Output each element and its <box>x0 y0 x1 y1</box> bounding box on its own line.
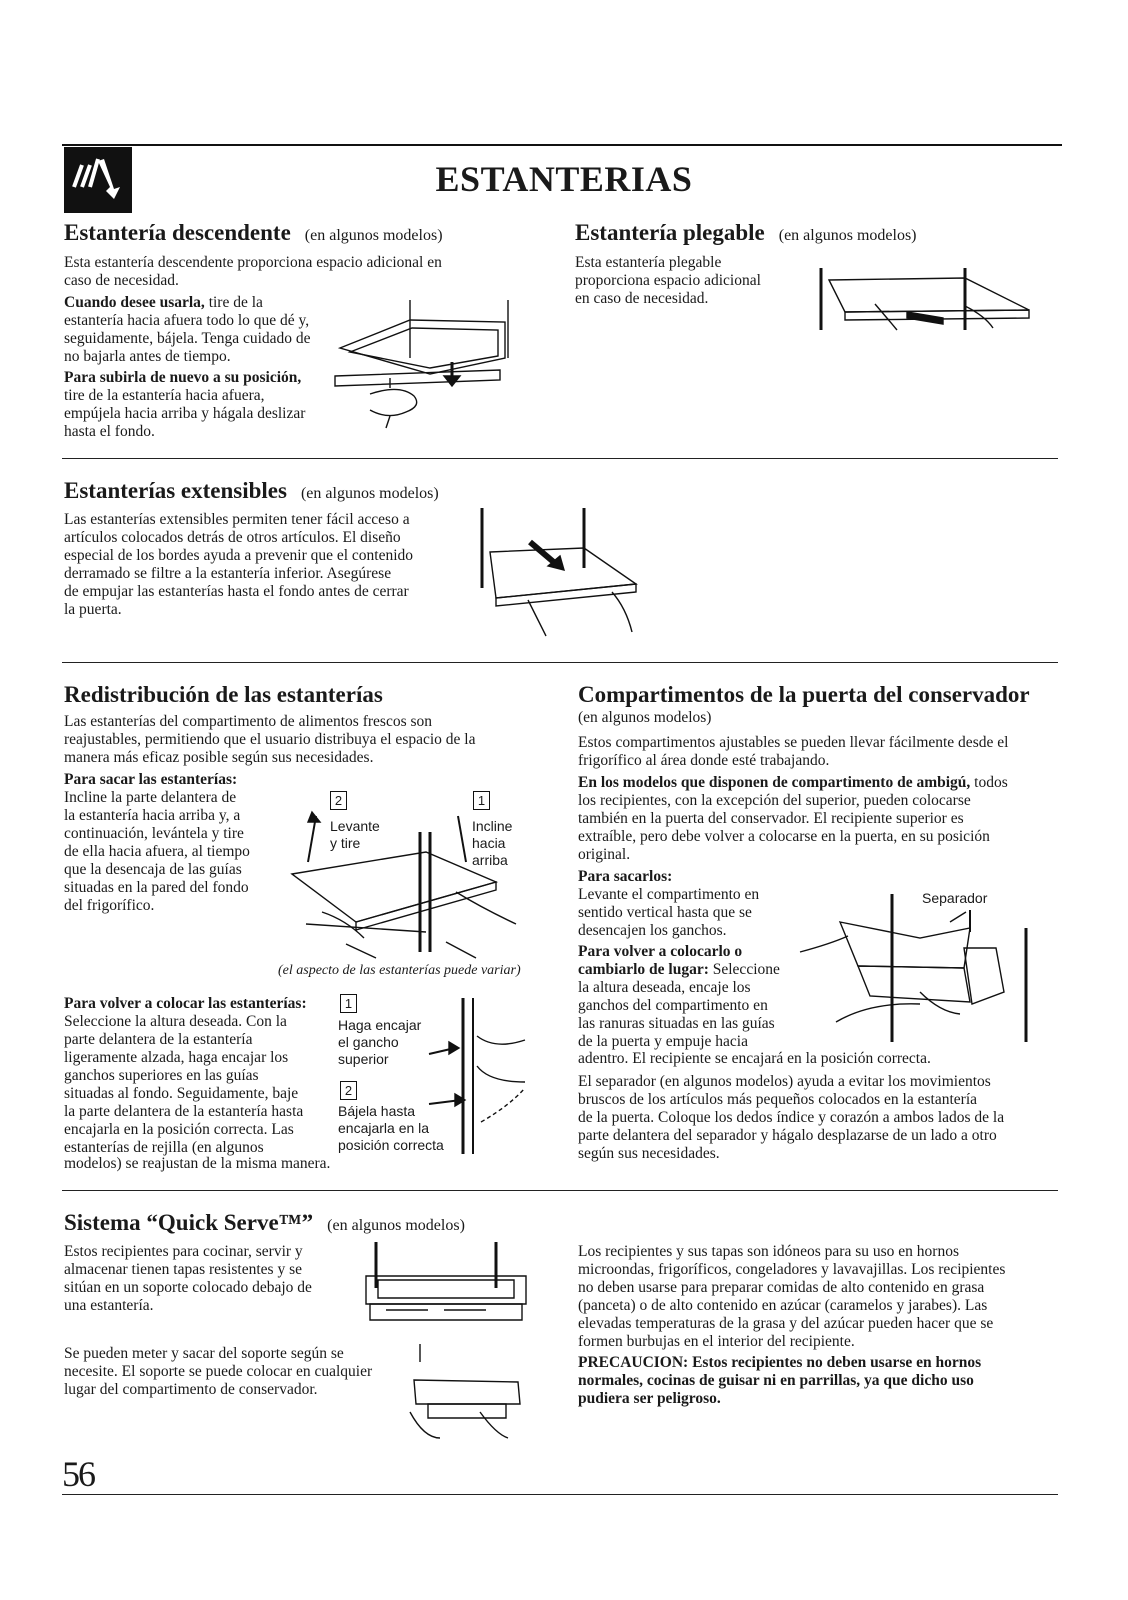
descending-shelf-raise: Para subirla de nuevo a su posición, tire de la estantería hacia afuera, empújela hacia arriba y hágala deslizar hasta el fondo. <box>64 369 306 440</box>
extendable-shelf-illustration <box>476 508 676 648</box>
step-2-box: 2 <box>330 791 347 810</box>
step-1-box: 1 <box>473 791 490 810</box>
quick-serve-details: Los recipientes y sus tapas son idóneos para su uso en hornos microondas, frigoríficos, congeladores y lavavajillas. Los recipientes no deben usarse para preparar comidas de alto contenido en grasa (panceta) o de alto contenido en azúcar (caramelos y jarabes). Las elevadas temperaturas de la grasa y del azúcar pueden hacer que se formen burbujas en el interior del recipiente. <box>578 1243 1006 1350</box>
quick-serve-container-illustration <box>400 1342 530 1442</box>
section-heading-folding-shelf: Estantería plegable (en algunos modelos) <box>575 220 917 245</box>
door-compartment-illustration <box>800 892 1040 1052</box>
door-compartments-qualifier: (en algunos modelos) <box>578 709 712 726</box>
quick-serve-shelf-illustration <box>356 1240 536 1330</box>
page-number: 56 <box>62 1454 94 1494</box>
hook-step-1-label: Haga encajar el gancho superior <box>338 1017 422 1067</box>
remove-shelf-illustration <box>286 812 536 962</box>
quick-serve-intro: Estos recipientes para cocinar, servir y almacenar tienen tapas resistentes y se sitúan en un soporte colocado debajo de una estantería. <box>64 1243 312 1314</box>
illustration-caption: (el aspecto de las estanterías puede variar) <box>278 963 521 978</box>
extendable-shelves-text: Las estanterías extensibles permiten tener fácil acceso a artículos colocados detrás de otros artículos. El diseño especial de los bordes ayuda a prevenir que el contenido derramado se filtre a la estantería inferior. Asegúrese de empujar las estanterías hasta el fondo antes de cerrar la puerta. <box>64 511 414 618</box>
section-heading-descending-shelf: Estantería descendente (en algunos modelos) <box>64 220 443 245</box>
section-heading-quick-serve: Sistema “Quick Serve™” (en algunos modelos) <box>64 1210 465 1235</box>
hook-step-2-box: 2 <box>340 1081 357 1100</box>
step-2-label: Levante y tire <box>330 818 380 851</box>
footer-rule <box>62 1494 1058 1495</box>
separator-label: Separador <box>922 890 988 906</box>
divider-2 <box>62 662 1058 663</box>
section-heading-extendable-shelves: Estanterías extensibles (en algunos modelos) <box>64 478 439 503</box>
remove-shelves-text: Para sacar las estanterías: Incline la parte delantera de la estantería hacia arriba y, a continuación, levántela y tire de ella hacia afuera, al tiempo que la desencaja de las guías situadas en la pared del fondo del frigorífico. <box>64 771 250 914</box>
caution-warning: PRECAUCION: Estos recipientes no deben usarse en hornos normales, cocinas de guisar ni en parrillas, ya que dicho uso pudiera ser peligroso. <box>578 1354 982 1407</box>
quick-serve-usage: Se pueden meter y sacar del soporte según se necesite. El soporte se puede colocar en cualquier lugar del compartimento de conservador. <box>64 1345 373 1398</box>
descending-shelf-use: Cuando desee usarla, tire de la estantería hacia afuera todo lo que dé y, seguidamente, bájela. Tenga cuidado de no bajarla antes de tiempo. <box>64 294 311 365</box>
folding-shelf-text: Esta estantería plegable proporciona espacio adicional en caso de necesidad. <box>575 254 761 307</box>
folding-shelf-illustration <box>815 268 1035 338</box>
section-heading-shelf-redistribution: Redistribución de las estanterías <box>64 682 383 707</box>
separator-text: El separador (en algunos modelos) ayuda a evitar los movimientos bruscos de los artículos más pequeños colocados en la estantería de la puerta. Coloque los dedos índice y corazón a ambos lados de la parte delantera del separador y hágalo desplazarse de un lado a otro según sus necesidades. <box>578 1073 1005 1162</box>
descending-shelf-intro: Esta estantería descendente proporciona espacio adicional en caso de necesidad. <box>64 254 442 289</box>
header-rule <box>62 144 1062 146</box>
section-heading-door-compartments: Compartimentos de la puerta del conservador <box>578 682 1030 707</box>
descending-shelf-illustration <box>330 298 530 430</box>
step-1-label: Incline hacia arriba <box>472 818 513 868</box>
divider-3 <box>62 1190 1058 1191</box>
door-compartments-snack: En los modelos que disponen de compartimento de ambigú, todos los recipientes, con la excepción del superior, pueden colocarse también en la puerta del conservador. El recipiente superior es extraíble, pero debe volver a colocarse en la puerta, en su posición original. <box>578 774 1008 863</box>
hook-step-1-box: 1 <box>340 994 357 1013</box>
shelf-hook-illustration <box>425 996 535 1156</box>
page-title: ESTANTERIAS <box>435 159 693 199</box>
replace-compartment-text: Para volver a colocarlo o cambiarlo de lugar: Seleccione la altura deseada, encaje los ganchos del compartimento en las ranuras situadas en las guías de la puerta y empuje hacia <box>578 943 780 1050</box>
replace-compartment-text-end: adentro. El recipiente se encajará en la posición correcta. <box>578 1050 931 1067</box>
door-compartments-intro: Estos compartimentos ajustables se pueden llevar fácilmente desde el frigorífico al área donde esté trabajando. <box>578 734 1009 769</box>
replace-shelves-text: Para volver a colocar las estanterías: Seleccione la altura deseada. Con la parte delantera de la estantería ligeramente alzada, haga encajar los ganchos superiores en las guías situadas al fondo. Seguidamente, baje la parte delantera de la estantería hasta encajarla en la posición correcta. Las estanterías de rejilla (en algunos <box>64 995 307 1156</box>
replace-shelves-text-end: modelos) se reajustan de la misma manera. <box>64 1155 331 1172</box>
hook-step-2-label: Bájela hasta encajarla en la posición correcta <box>338 1103 444 1153</box>
divider-1 <box>62 458 1058 459</box>
redistribution-intro: Las estanterías del compartimento de alimentos frescos son reajustables, permitiendo que el usuario distribuya el espacio de la manera más eficaz posible según sus necesidades. <box>64 713 476 766</box>
remove-compartment-text: Para sacarlos: Levante el compartimento en sentido vertical hasta que se desencajen los ganchos. <box>578 868 760 939</box>
